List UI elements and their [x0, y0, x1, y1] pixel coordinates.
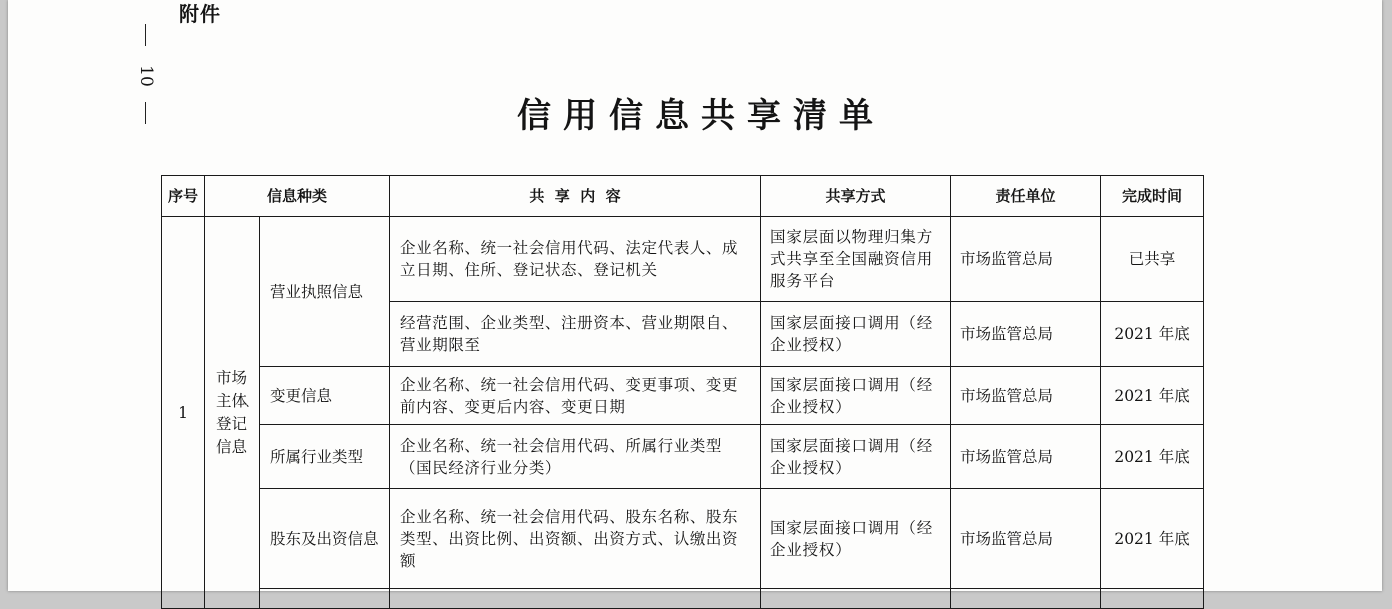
scan-mark: 、: [245, 395, 258, 409]
method-cell: 国家层面接口调用（经企业授权）: [761, 425, 951, 489]
continued-cell: [761, 589, 951, 609]
continued-cell: [1101, 589, 1204, 609]
unit-cell: 市场监管总局: [951, 367, 1101, 425]
method-cell: 国家层面接口调用（经企业授权）: [761, 489, 951, 589]
table-row: [162, 425, 1204, 489]
document-title: 信用信息共享清单: [517, 96, 885, 136]
info-type-cell: 营业执照信息: [260, 217, 390, 367]
category-cell: [205, 217, 260, 609]
header-info-type: 信息种类: [205, 176, 390, 217]
method-cell: 国家层面以物理归集方式共享至全国融资信用服务平台: [761, 217, 951, 302]
method-cell: 国家层面接口调用（经企业授权）: [761, 367, 951, 425]
info-type-cell: 股东及出资信息: [260, 489, 390, 589]
table-header-row: [162, 176, 1204, 217]
credit-info-sharing-table: [161, 175, 1204, 609]
category-line: 主体: [216, 391, 248, 410]
category-line: 信息: [216, 437, 248, 456]
row-index: 1: [162, 217, 205, 609]
table-row-continued: [162, 589, 1204, 609]
unit-cell: 市场监管总局: [951, 302, 1101, 367]
time-cell: 已共享: [1101, 217, 1204, 302]
header-time: 完成时间: [1101, 176, 1204, 217]
unit-cell: 市场监管总局: [951, 425, 1101, 489]
time-cell: 2021 年底: [1101, 302, 1204, 367]
continued-cell: [260, 589, 390, 609]
content-cell: 企业名称、统一社会信用代码、法定代表人、成立日期、住所、登记状态、登记机关: [390, 217, 761, 302]
content-cell: 企业名称、统一社会信用代码、股东名称、股东类型、出资比例、出资额、出资方式、认缴出资额: [390, 489, 761, 589]
header-content: 共 享 内 容: [390, 176, 761, 217]
category-line: 市场: [216, 368, 248, 387]
category-label: [216, 367, 248, 459]
page-number-dash-top: [145, 24, 146, 46]
table-row: [162, 367, 1204, 425]
page-number: 10: [136, 65, 156, 87]
table-row: [162, 489, 1204, 589]
time-cell: 2021 年底: [1101, 489, 1204, 589]
content-cell: 经营范围、企业类型、注册资本、营业期限自、营业期限至: [390, 302, 761, 367]
method-cell: 国家层面接口调用（经企业授权）: [761, 302, 951, 367]
header-method: 共享方式: [761, 176, 951, 217]
info-type-cell: 所属行业类型: [260, 425, 390, 489]
unit-cell: 市场监管总局: [951, 489, 1101, 589]
continued-cell: [390, 589, 761, 609]
content-cell: 企业名称、统一社会信用代码、所属行业类型（国民经济行业分类）: [390, 425, 761, 489]
category-line: 登记: [216, 414, 248, 433]
header-unit: 责任单位: [951, 176, 1101, 217]
time-cell: 2021 年底: [1101, 425, 1204, 489]
content-cell: 企业名称、统一社会信用代码、变更事项、变更前内容、变更后内容、变更日期: [390, 367, 761, 425]
info-type-cell: 变更信息: [260, 367, 390, 425]
attachment-label: 附件: [179, 2, 221, 26]
header-index: 序号: [162, 176, 205, 217]
unit-cell: 市场监管总局: [951, 217, 1101, 302]
time-cell: 2021 年底: [1101, 367, 1204, 425]
continued-cell: [951, 589, 1101, 609]
table-row: [162, 217, 1204, 302]
